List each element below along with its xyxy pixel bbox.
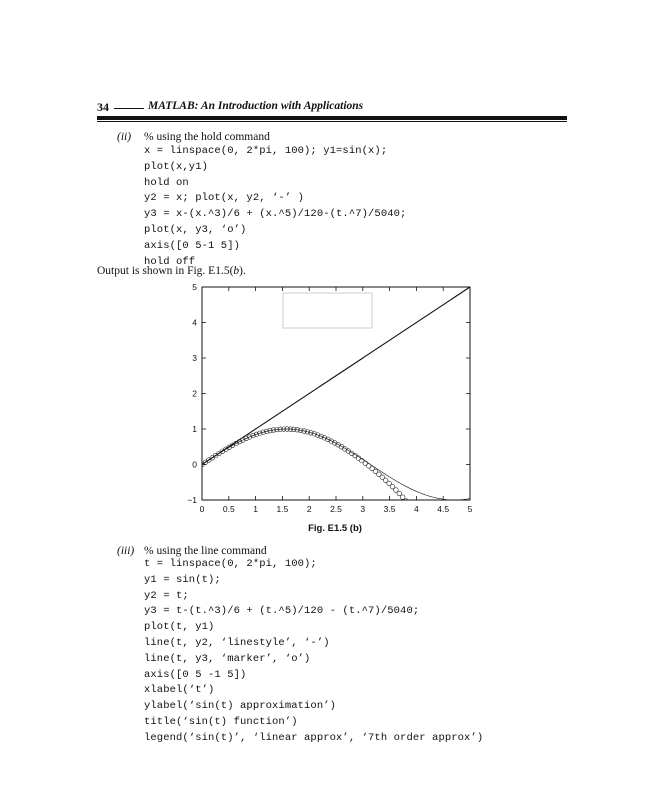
section-iii-label: (iii) (117, 545, 135, 557)
data-point (397, 491, 402, 496)
code-line: plot(x,y1) (144, 160, 209, 173)
data-point (400, 495, 405, 500)
data-point (336, 442, 341, 447)
header-dash (114, 108, 144, 109)
series-sin-line (202, 429, 480, 500)
header-rule-thin (97, 121, 567, 122)
output-text-end: ). (239, 265, 246, 277)
x-tick-label: 4.5 (437, 504, 450, 514)
legend-frame (283, 293, 372, 328)
y-tick-label: −1 (187, 495, 197, 505)
y-tick-label: 5 (192, 282, 197, 292)
data-point (417, 516, 422, 520)
section-ii-comment: % using the hold command (144, 131, 270, 143)
plot-axes (187, 282, 472, 514)
x-tick-label: 2 (306, 504, 312, 514)
y-tick-label: 4 (192, 317, 197, 328)
y-tick-label: 1 (192, 424, 197, 434)
series-linear-line (202, 280, 480, 465)
x-tick-label: 3 (360, 504, 366, 514)
x-tick-label: 3.5 (383, 504, 396, 514)
section-iii-code (144, 557, 483, 747)
code-line: axis([0 5 -1 5]) (144, 668, 247, 681)
code-line: y1 = sin(t); (144, 573, 221, 586)
x-tick-label: 1 (253, 504, 258, 514)
output-text (97, 265, 246, 277)
data-point (404, 499, 409, 504)
code-line: hold on (144, 176, 189, 189)
x-tick-label: 4 (414, 504, 419, 514)
legend-box (283, 293, 372, 328)
section-iii-comment: % using the line command (144, 545, 267, 557)
code-line: axis([0 5-1 5]) (144, 239, 241, 252)
code-line: legend(‘sin(t)’, ‘linear approx’, ‘7th order approx’) (144, 731, 484, 744)
output-text-main: Output is shown in Fig. E1.5( (97, 265, 234, 277)
x-tick-label: 1.5 (276, 504, 289, 514)
series-layer (200, 280, 480, 520)
code-line: line(t, y2, ‘linestyle’, ‘-’) (144, 636, 330, 649)
output-text-italic: b (233, 265, 240, 277)
page-number: 34 (97, 100, 109, 114)
code-line: x = linspace(0, 2*pi, 100); y1=sin(x); (144, 145, 388, 157)
y-tick-label: 2 (192, 388, 197, 399)
x-tick-label: 2.5 (330, 504, 342, 514)
code-line: hold off (144, 255, 196, 268)
header-rule (97, 116, 567, 120)
section-ii-code (144, 144, 406, 270)
code-line: title(‘sin(t) function’) (144, 715, 298, 728)
figure-caption: Fig. E1.5 (b) (308, 523, 362, 534)
x-tick-label: 0.5 (222, 504, 235, 514)
data-point (339, 444, 344, 449)
figure-e1-5b (180, 280, 480, 520)
code-line: xlabel(‘t’) (144, 684, 215, 697)
code-line: t = linspace(0, 2*pi, 100); (144, 558, 317, 570)
x-tick-label: 5 (467, 504, 473, 514)
code-line: ylabel(‘sin(t) approximation’) (144, 700, 337, 713)
code-line: y3 = x-(x.^3)/6 + (x.^5)/120-(t.^7)/5040; (144, 208, 407, 221)
running-header (97, 100, 567, 124)
code-line: line(t, y3, ‘marker’, ‘o’) (144, 652, 311, 665)
code-line: y2 = x; plot(x, y2, ‘-’ ) (144, 192, 305, 205)
code-line: plot(t, y1) (144, 621, 215, 634)
plot-frame (202, 287, 470, 500)
code-line: y2 = t; (144, 589, 189, 602)
section-ii-label: (ii) (117, 131, 132, 143)
data-point (407, 503, 412, 508)
running-title: MATLAB: An Introduction with Applications (148, 100, 364, 112)
code-line: plot(x, y3, ‘o’) (144, 223, 247, 236)
x-tick-label: 0 (199, 504, 205, 514)
code-line: y3 = t-(t.^3)/6 + (t.^5)/120 - (t.^7)/5040; (144, 605, 420, 618)
y-tick-label: 0 (192, 459, 197, 470)
y-tick-label: 3 (192, 353, 197, 363)
